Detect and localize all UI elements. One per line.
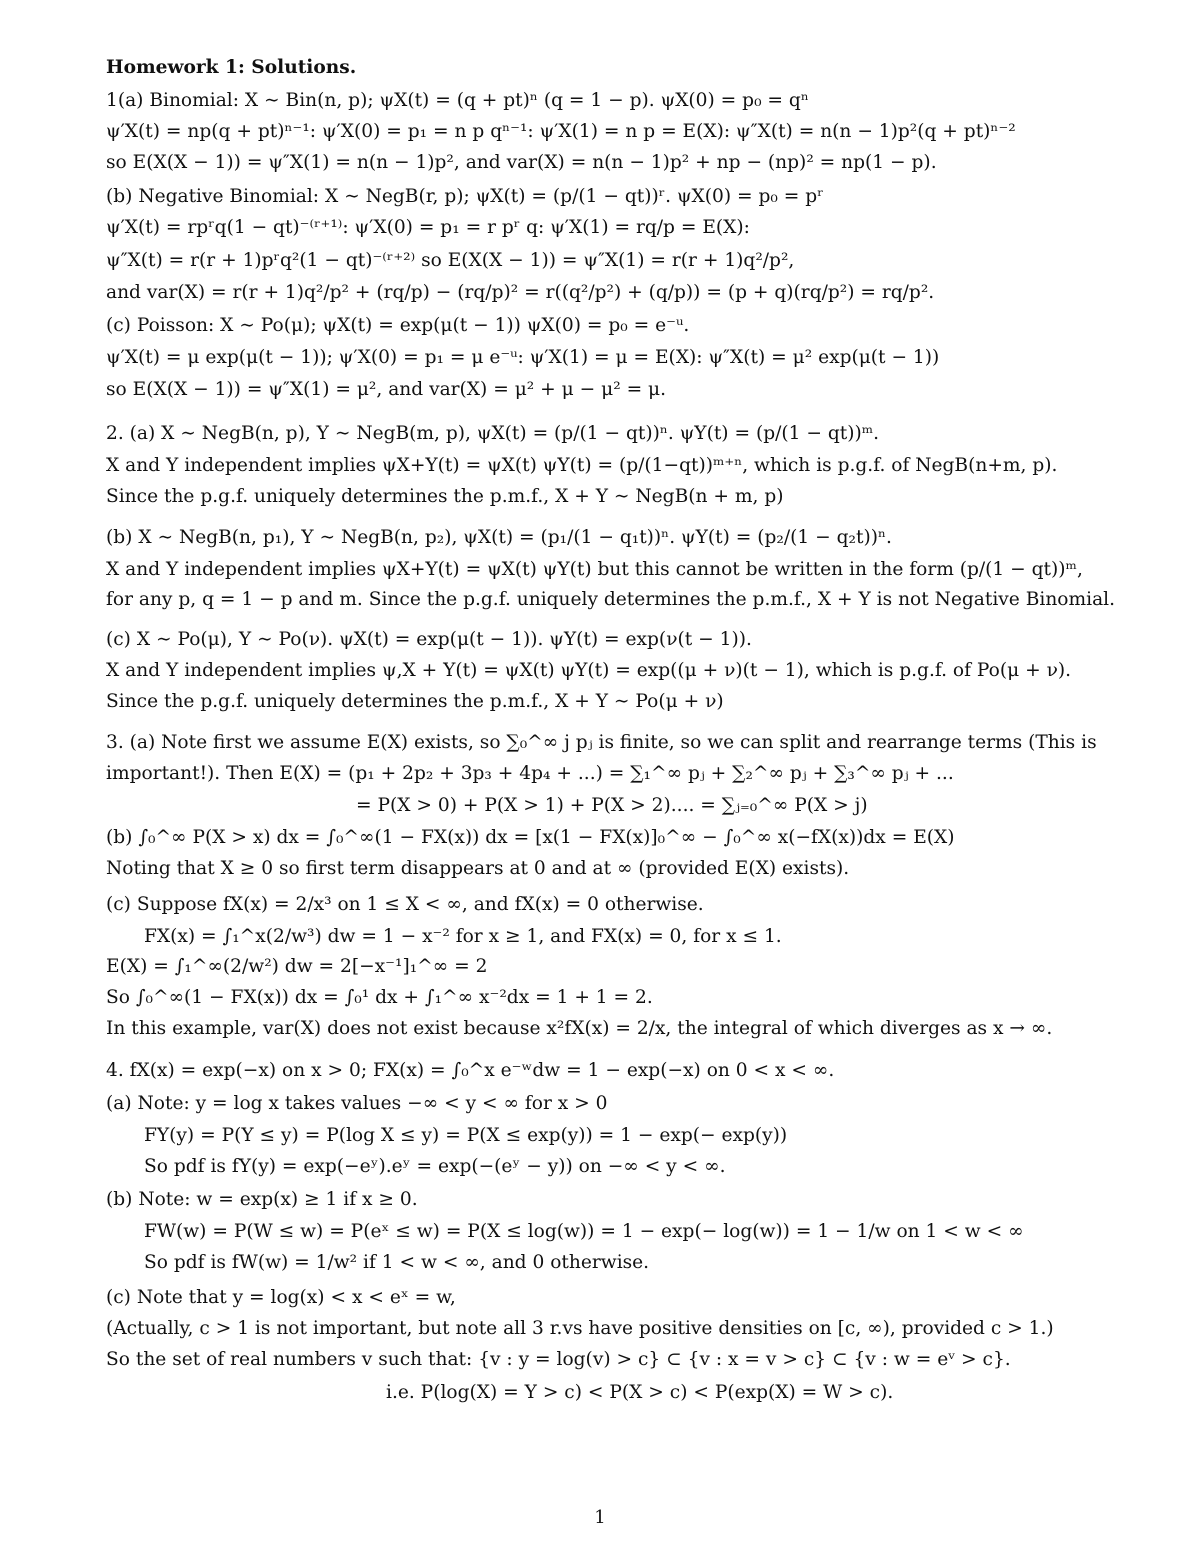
text-line: so E(X(X − 1)) = ψ″X(1) = n(n − 1)p², and var(X) = n(n − 1)p² + np − (np)² = np(1 − p).: [106, 152, 937, 173]
text-line: So pdf is fY(y) = exp(−eʸ).eʸ = exp(−(eʸ − y)) on −∞ < y < ∞.: [144, 1156, 726, 1177]
text-line: X and Y independent implies ψX+Y(t) = ψX(t) ψY(t) = (p/(1−qt))ᵐ⁺ⁿ, which is p.g.f. of NegB(n+m, p).: [106, 455, 1058, 476]
text-line: ψ″X(t) = r(r + 1)pʳq²(1 − qt)⁻⁽ʳ⁺²⁾ so E(X(X − 1)) = ψ″X(1) = r(r + 1)q²/p²,: [106, 250, 795, 271]
text-line: So pdf is fW(w) = 1/w² if 1 < w < ∞, and 0 otherwise.: [144, 1252, 650, 1273]
text-line: So the set of real numbers v such that: {v : y = log(v) > c} ⊂ {v : x = v > c} ⊂ {v : w = eᵛ > c}.: [106, 1349, 1011, 1370]
text-line: = P(X > 0) + P(X > 1) + P(X > 2).... = ∑ⱼ₌₀^∞ P(X > j): [356, 795, 868, 816]
text-line: X and Y independent implies ψ,X + Y(t) = ψX(t) ψY(t) = exp((μ + ν)(t − 1), which is p.g.f. of Po(μ + ν).: [106, 660, 1072, 681]
text-line: (c) Note that y = log(x) < x < eˣ = w,: [106, 1287, 456, 1308]
page-number: 1: [594, 1507, 606, 1528]
text-line: 3. (a) Note first we assume E(X) exists, so ∑₀^∞ j pⱼ is finite, so we can split and rearrange terms (This is: [106, 732, 1097, 753]
text-line: for any p, q = 1 − p and m. Since the p.g.f. uniquely determines the p.m.f., X + Y is not Negative Binomial.: [106, 589, 1116, 610]
text-line: (c) X ∼ Po(μ), Y ∼ Po(ν). ψX(t) = exp(μ(t − 1)). ψY(t) = exp(ν(t − 1)).: [106, 629, 752, 650]
document-title: Homework 1: Solutions.: [106, 57, 357, 78]
text-line: (c) Poisson: X ∼ Po(μ); ψX(t) = exp(μ(t − 1)) ψX(0) = p₀ = e⁻ᵘ.: [106, 315, 690, 336]
text-line: 1(a) Binomial: X ∼ Bin(n, p); ψX(t) = (q + pt)ⁿ (q = 1 − p). ψX(0) = p₀ = qⁿ: [106, 90, 809, 111]
text-line: FW(w) = P(W ≤ w) = P(eˣ ≤ w) = P(X ≤ log(w)) = 1 − exp(− log(w)) = 1 − 1/w on 1 < w < ∞: [144, 1221, 1024, 1242]
text-line: (a) Note: y = log x takes values −∞ < y < ∞ for x > 0: [106, 1093, 608, 1114]
text-line: Since the p.g.f. uniquely determines the p.m.f., X + Y ∼ NegB(n + m, p): [106, 486, 784, 507]
text-line: important!). Then E(X) = (p₁ + 2p₂ + 3p₃ + 4p₄ + ...) = ∑₁^∞ pⱼ + ∑₂^∞ pⱼ + ∑₃^∞ pⱼ + ...: [106, 763, 954, 784]
text-line: FX(x) = ∫₁^x(2/w³) dw = 1 − x⁻² for x ≥ 1, and FX(x) = 0, for x ≤ 1.: [144, 926, 782, 947]
text-line: ψ′X(t) = rpʳq(1 − qt)⁻⁽ʳ⁺¹⁾: ψ′X(0) = p₁ = r pʳ q: ψ′X(1) = rq/p = E(X):: [106, 217, 750, 238]
text-line: i.e. P(log(X) = Y > c) < P(X > c) < P(exp(X) = W > c).: [386, 1382, 894, 1403]
text-line: Noting that X ≥ 0 so first term disappears at 0 and at ∞ (provided E(X) exists).: [106, 858, 850, 879]
text-line: ψ′X(t) = μ exp(μ(t − 1)); ψ′X(0) = p₁ = μ e⁻ᵘ: ψ′X(1) = μ = E(X): ψ″X(t) = μ² exp(μ(t − 1)): [106, 347, 940, 368]
text-line: E(X) = ∫₁^∞(2/w²) dw = 2[−x⁻¹]₁^∞ = 2: [106, 956, 488, 977]
text-line: Since the p.g.f. uniquely determines the p.m.f., X + Y ∼ Po(μ + ν): [106, 691, 724, 712]
text-line: so E(X(X − 1)) = ψ″X(1) = μ², and var(X) = μ² + μ − μ² = μ.: [106, 379, 667, 400]
text-line: (b) X ∼ NegB(n, p₁), Y ∼ NegB(n, p₂), ψX(t) = (p₁/(1 − q₁t))ⁿ. ψY(t) = (p₂/(1 − q₂t))ⁿ.: [106, 527, 892, 548]
text-line: (c) Suppose fX(x) = 2/x³ on 1 ≤ X < ∞, and fX(x) = 0 otherwise.: [106, 894, 704, 915]
text-line: 4. fX(x) = exp(−x) on x > 0; FX(x) = ∫₀^x e⁻ʷdw = 1 − exp(−x) on 0 < x < ∞.: [106, 1060, 835, 1081]
text-line: (Actually, c > 1 is not important, but note all 3 r.vs have positive densities on [c, ∞), provided c > 1.): [106, 1318, 1054, 1339]
text-line: (b) ∫₀^∞ P(X > x) dx = ∫₀^∞(1 − FX(x)) dx = [x(1 − FX(x)]₀^∞ − ∫₀^∞ x(−fX(x))dx = E(X): [106, 827, 955, 848]
text-line: So ∫₀^∞(1 − FX(x)) dx = ∫₀¹ dx + ∫₁^∞ x⁻²dx = 1 + 1 = 2.: [106, 987, 653, 1008]
text-line: X and Y independent implies ψX+Y(t) = ψX(t) ψY(t) but this cannot be written in the form (p/(1 − qt))ᵐ,: [106, 559, 1083, 580]
text-line: (b) Note: w = exp(x) ≥ 1 if x ≥ 0.: [106, 1189, 418, 1210]
text-line: and var(X) = r(r + 1)q²/p² + (rq/p) − (rq/p)² = r((q²/p²) + (q/p)) = (p + q)(rq/p²) = rq/p².: [106, 282, 935, 303]
text-line: 2. (a) X ∼ NegB(n, p), Y ∼ NegB(m, p), ψX(t) = (p/(1 − qt))ⁿ. ψY(t) = (p/(1 − qt))ᵐ.: [106, 423, 880, 444]
text-line: In this example, var(X) does not exist because x²fX(x) = 2/x, the integral of which diverges as x → ∞.: [106, 1018, 1053, 1039]
text-line: FY(y) = P(Y ≤ y) = P(log X ≤ y) = P(X ≤ exp(y)) = 1 − exp(− exp(y)): [144, 1125, 788, 1146]
text-line: (b) Negative Binomial: X ∼ NegB(r, p); ψX(t) = (p/(1 − qt))ʳ. ψX(0) = p₀ = pʳ: [106, 186, 824, 207]
text-line: ψ′X(t) = np(q + pt)ⁿ⁻¹: ψ′X(0) = p₁ = n p qⁿ⁻¹: ψ′X(1) = n p = E(X): ψ″X(t) = n(n − 1)p²(q + pt)ⁿ⁻²: [106, 121, 1016, 142]
